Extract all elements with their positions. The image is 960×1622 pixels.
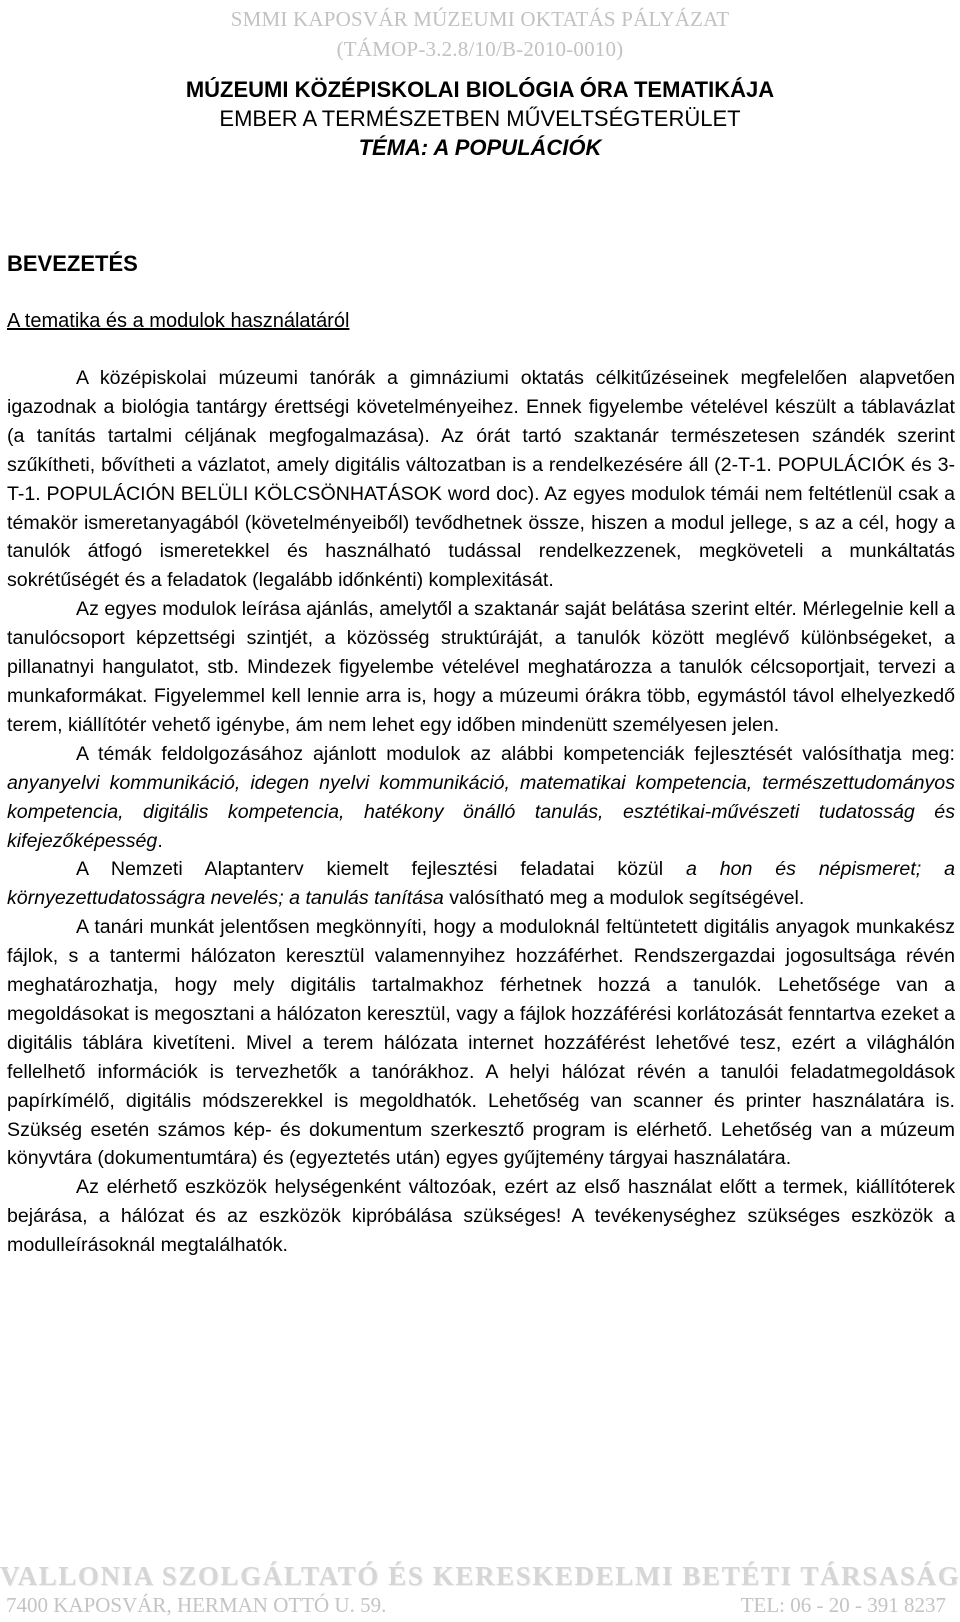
- paragraph-6: Az elérhető eszközök helységenként változóak, ezért az első használat előtt a termek, kiállítóterek bejárása, a hálózat és az eszközök kipróbálása szükséges! A tevékenységhez szükséges eszközök a modulleírásoknál megtalálhatók.: [7, 1176, 955, 1257]
- footer-phone: TEL: 06 - 20 - 391 8237: [740, 1593, 946, 1617]
- paragraph-2: Az egyes modulok leírása ajánlás, amelytől a szaktanár saját belátása szerint eltér. Mérlegelnie kell a tanulócsoport képzettségi szintjét, a közösség struktúráját, a tanulók között meglévő különbségeket, a pillanatnyi hangulatot, stb. Mindezek figyelembe vételével meghatározza a tanulók célcsoportjait, tervezi a munkaformákat. Figyelemmel kell lennie arra is, hogy a múzeumi órákra több, egymástól távol elhelyezkedő terem, kiállítótér vehető igénybe, ám nem lehet egy időben mindenütt személyesen jelen.: [7, 598, 955, 736]
- paragraph-4: [7, 855, 955, 913]
- footer-contact: [0, 1591, 960, 1619]
- paragraph-3-end: .: [157, 829, 163, 852]
- header-project-line: SMMI KAPOSVÁR MÚZEUMI OKTATÁS PÁLYÁZAT: [230, 7, 730, 31]
- footer-address: 7400 KAPOSVÁR, HERMAN OTTÓ U. 59.: [6, 1593, 387, 1617]
- title-line-2: EMBER A TERMÉSZETBEN MŰVELTSÉGTERÜLET: [219, 106, 741, 131]
- document-title: [0, 75, 960, 162]
- paragraph-4-end: valósítható meg a modulok segítségével.: [443, 887, 805, 910]
- section-title: BEVEZETÉS: [7, 251, 138, 276]
- subsection-title: A tematika és a modulok használatáról: [7, 310, 350, 332]
- paragraph-5: A tanári munkát jelentősen megkönnyíti, hogy a moduloknál feltüntetett digitális anyagok munkakész fájlok, s a tantermi hálózaton keresztül valamennyihez hozzáférhet. Rendszergazdai jogosultsága révén meghatározhatja, hogy mely digitális tartalmakhoz férhetnek hozzá a tanulók. Lehetősége van a megoldásokat is megosztani a hálózaton keresztül, vagy a fájlok hozzáférési korlátozását fenntartva ezeket a digitális táblára kivetíteni. Mivel a terem hálózata internet hozzáférést lehetővé tesz, ezért a világhálón fellelhető információk is tervezhetők a tanórákhoz. A helyi hálózat révén a tanulói feladatmegoldások papírkímélő, digitális módszerekkel is megoldhatók. Lehetőség van scanner és printer használatára is. Szükség esetén számos kép- és dokumentum szerkesztő program is elérhető. Lehetőség van a múzeum könyvtára (dokumentumtára) és (egyeztetés után) egyes gyűjtemény tárgyai használatára.: [7, 916, 955, 1170]
- paragraph-1: A középiskolai múzeumi tanórák a gimnáziumi oktatás célkitűzéseinek megfelelően alapvetően igazodnak a biológia tantárgy érettségi követelményeihez. Ennek figyelembe vételével készült a táblavázlat (a tanítás tartalmi céljának megfogalmazása). Az órát tartó szaktanár természetesen szándék szerint szűkítheti, bővítheti a vázlatot, amely digitális változatban is a rendelkezésére áll (2-T-1. POPULÁCIÓK és 3-T-1. POPULÁCIÓN BELÜLI KÖLCSÖNHATÁSOK word doc). Az egyes modulok témái nem feltétlenül csak a témakör ismeretanyagából (követelményeiből) tevődhetnek össze, hiszen a modul jellege, s az a cél, hogy a tanulók átfogó ismeretekkel és használható tudással rendelkezzenek, megköveteli a munkáltatás sokrétűségét és a feladatok (legalább időnkénti) komplexitását.: [7, 367, 955, 592]
- page-header: [0, 4, 960, 64]
- header-tender-code: (TÁMOP-3.2.8/10/B-2010-0010): [336, 37, 624, 61]
- competency-list: anyanyelvi kommunikáció, idegen nyelvi kommunikáció, matematikai kompetencia, természettudományos kompetencia, digitális kompetencia, hatékony önálló tanulás, esztétikai-művészeti tudatosság és kifejezőképesség: [7, 771, 955, 852]
- paragraph-3-intro: A témák feldolgozásához ajánlott modulok az alábbi kompetenciák fejlesztését valósíthatja meg:: [76, 742, 955, 765]
- title-line-1: MÚZEUMI KÖZÉPISKOLAI BIOLÓGIA ÓRA TEMATIKÁJA: [185, 77, 775, 102]
- body-text: [7, 364, 955, 1260]
- development-tasks: a hon és népismeret; a környezettudatosságra nevelés; a tanulás tanítása: [7, 858, 955, 910]
- footer-company: VALLONIA SZOLGÁLTATÓ ÉS KERESKEDELMI BETÉTI TÁRSASÁG: [0, 1561, 960, 1591]
- paragraph-4-start: A Nemzeti Alaptanterv kiemelt fejlesztési feladatai közül: [76, 858, 686, 881]
- paragraph-3: [7, 740, 955, 856]
- title-line-3: TÉMA: A POPULÁCIÓK: [358, 135, 602, 160]
